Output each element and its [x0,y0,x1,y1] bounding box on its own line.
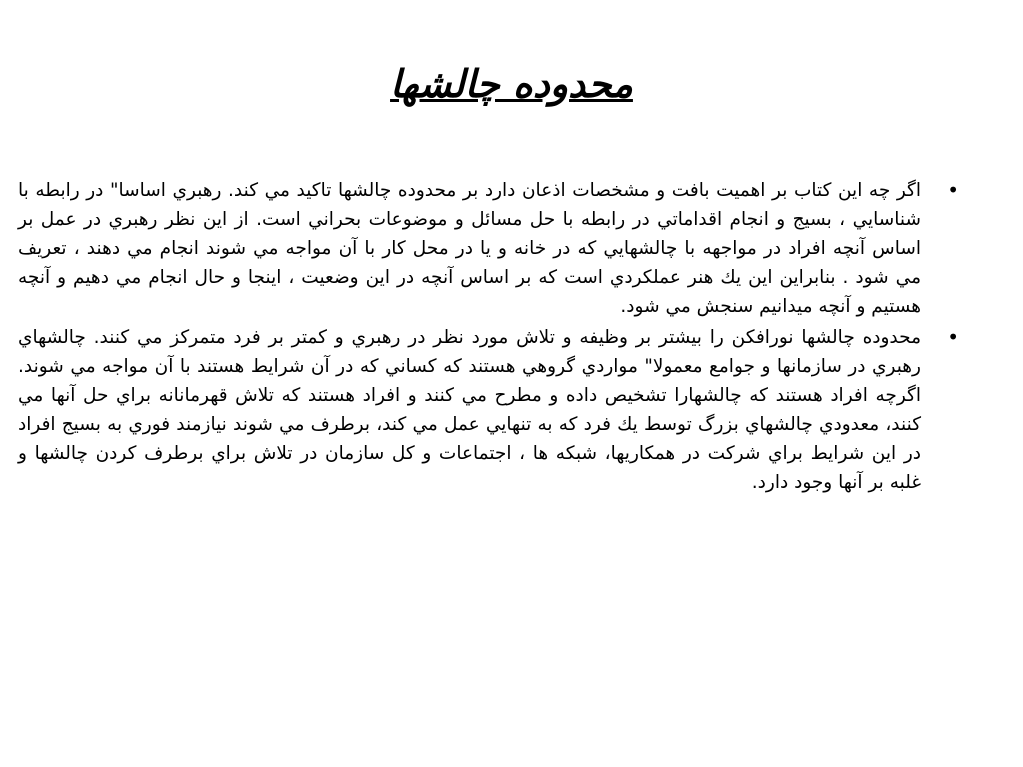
bullet-item-2 [18,323,973,497]
bullet-text-1: اگر چه اين كتاب بر اهميت بافت و مشخصات اذعان دارد بر محدوده چالشها تاكيد مي كند. رهبري اساسا" در رابطه با شناسايي ، بسيج و انجام اقداماتي در رابطه با حل مسائل و موضوعات بحراني است. از اين نظر رهبري در عمل بر اساس آنچه افراد در مواجهه با چالشهايي كه در خانه و يا در محل كار با آن مواجه مي شوند انجام مي دهند ، تعريف مي شود . بنابراين اين يك هنر عملكردي است كه بر اساس آنچه در اين وضعيت ، اينجا و حال انجام مي دهيم و آنچه هستيم و آنچه ميدانيم سنجش مي شود. [18,180,921,317]
bullet-dot-icon: • [947,178,959,202]
bullet-list [18,176,973,499]
bullet-item-1 [18,176,973,321]
bullet-dot-icon: • [947,325,959,349]
bullet-text-2: محدوده چالشها نورافكن را بيشتر بر وظيفه و تلاش مورد نظر در رهبري و كمتر بر فرد متمركز مي كنند. چالشهاي رهبري در سازمانها و جوامع معمولا" مواردي گروهي هستند كه كساني كه در آن شرايط هستند با آن مواجه مي شوند. اگرچه افراد هستند كه چالشهارا تشخيص داده و مطرح مي كنند و افراد هستند كه تلاش قهرمانانه براي حل آنها مي كنند، معدودي چالشهاي بزرگ توسط يك فرد كه به تنهايي عمل مي كند، برطرف مي شوند نيازمند فوري به بسيج افراد در اين شرايط براي شركت در همكاريها، شبكه ها ، اجتماعات و كل سازمان در تلاش براي برطرف كردن چالشها و غلبه بر آنها وجود دارد. [18,327,921,493]
slide-title: محدوده چالشها [390,62,633,106]
